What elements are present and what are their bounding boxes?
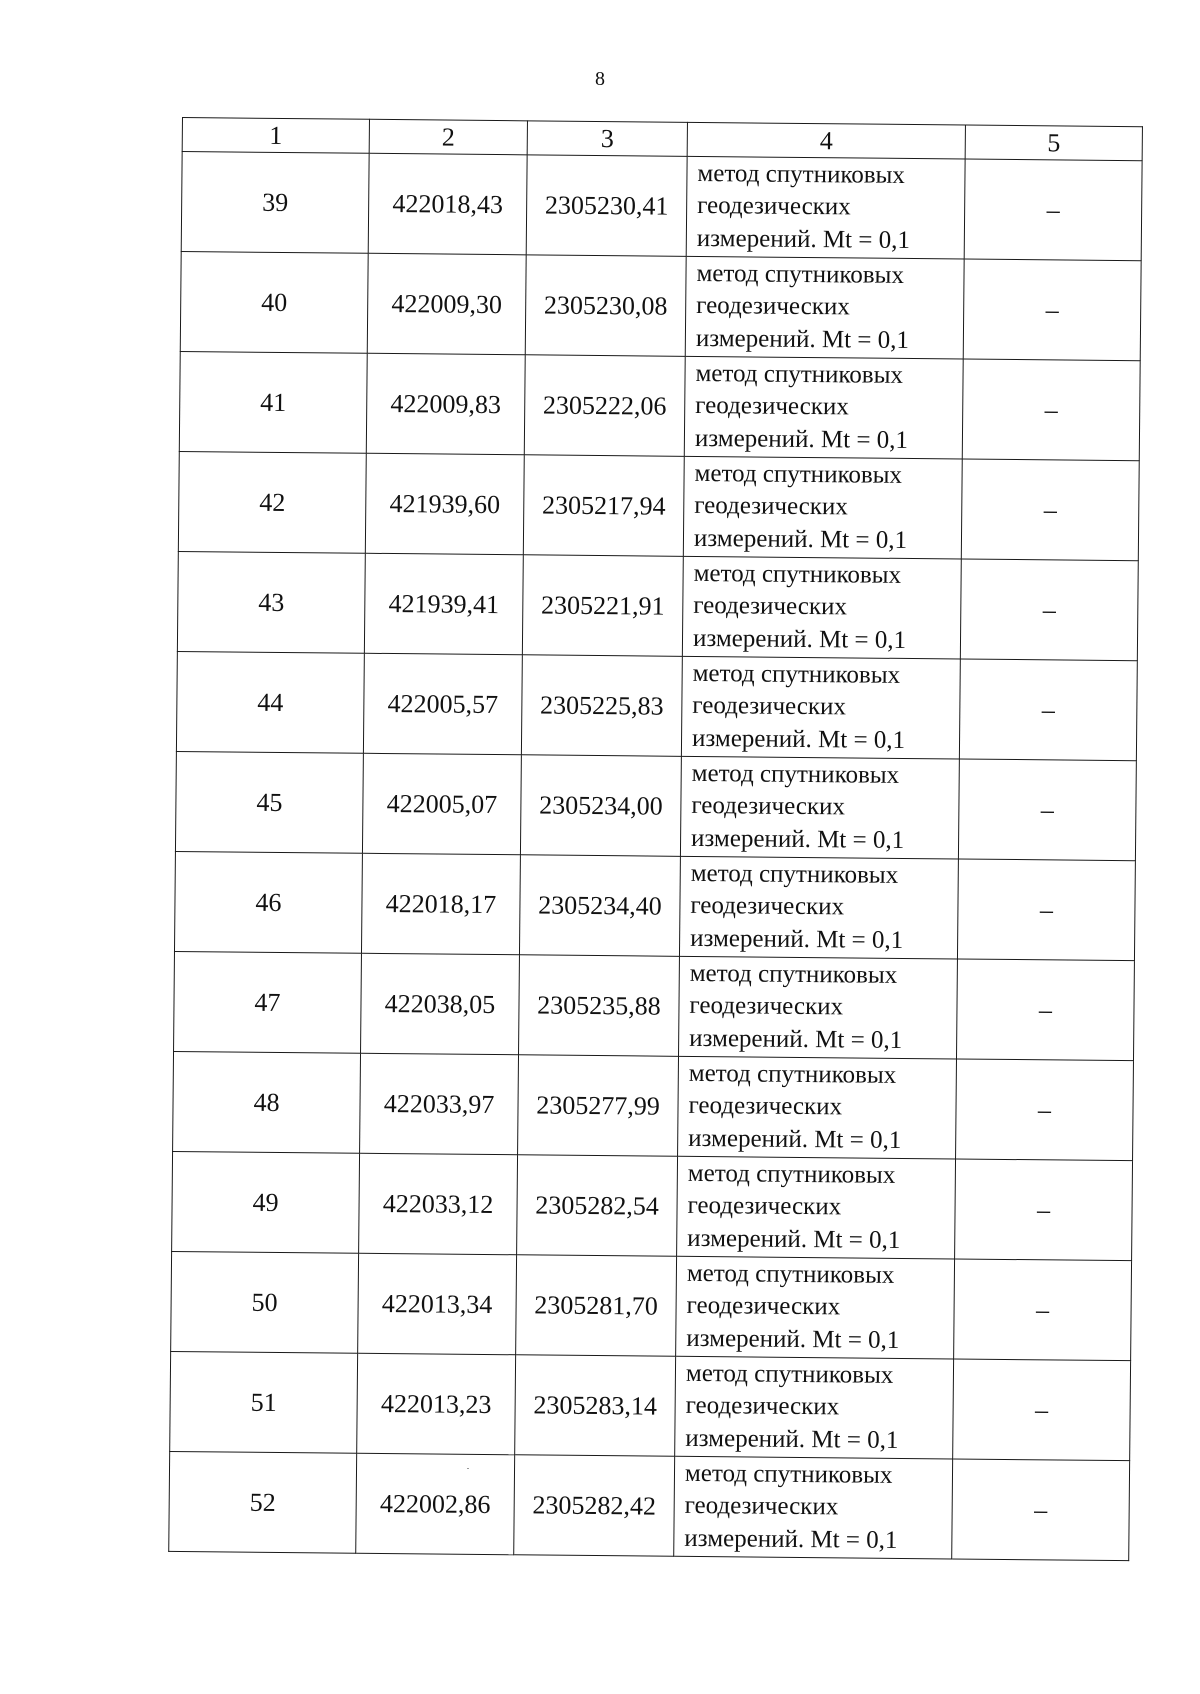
header-col-5: 5 xyxy=(965,125,1142,161)
x-coordinate-cell: 421939,41 xyxy=(364,553,523,655)
table-row xyxy=(174,851,1135,960)
method-line-3: измерений. Mt = 0,1 xyxy=(690,824,905,854)
scan-speck xyxy=(467,1468,469,1469)
method-cell xyxy=(676,1256,955,1359)
method-line-3: измерений. Mt = 0,1 xyxy=(692,624,907,654)
x-coordinate-cell: 422005,07 xyxy=(362,753,521,855)
method-cell xyxy=(678,1056,957,1159)
method-line-1: метод спутниковых xyxy=(686,1259,895,1289)
page-number: 8 xyxy=(595,68,605,90)
method-line-3: измерений. Mt = 0,1 xyxy=(687,1224,901,1254)
method-line-3: измерений. Mt = 0,1 xyxy=(695,324,910,354)
point-number-cell: 42 xyxy=(178,451,366,553)
y-coordinate-cell: 2305234,00 xyxy=(520,755,681,857)
method-line-3: измерений. Mt = 0,1 xyxy=(693,524,908,554)
method-cell xyxy=(685,256,964,359)
method-line-2: геодезических xyxy=(696,292,850,321)
method-line-2: геодезических xyxy=(687,1192,842,1221)
point-number-cell: 48 xyxy=(173,1051,361,1153)
method-line-2: геодезических xyxy=(693,592,848,621)
table-row xyxy=(174,951,1135,1060)
table-row xyxy=(169,1451,1130,1560)
header-col-4: 4 xyxy=(687,122,965,159)
x-coordinate-cell: 422013,23 xyxy=(357,1353,516,1455)
method-cell xyxy=(677,1156,956,1259)
method-line-1: метод спутниковых xyxy=(687,1159,896,1189)
note-cell: – xyxy=(957,859,1135,961)
point-number-cell: 51 xyxy=(170,1351,358,1453)
x-coordinate-cell: 422018,17 xyxy=(361,853,520,955)
method-cell xyxy=(684,356,963,459)
note-cell: – xyxy=(955,1159,1133,1261)
note-cell: – xyxy=(956,959,1134,1061)
method-line-2: геодезических xyxy=(689,992,844,1021)
method-line-3: измерений. Mt = 0,1 xyxy=(691,724,906,754)
x-coordinate-cell: 422038,05 xyxy=(361,953,520,1055)
method-line-2: геодезических xyxy=(685,1392,840,1421)
method-line-3: измерений. Mt = 0,1 xyxy=(688,1124,902,1154)
y-coordinate-cell: 2305281,70 xyxy=(516,1255,677,1357)
method-line-1: метод спутниковых xyxy=(689,959,898,989)
method-line-1: метод спутниковых xyxy=(694,459,903,489)
point-number-cell: 52 xyxy=(169,1451,357,1553)
note-cell: – xyxy=(961,459,1139,561)
x-coordinate-cell: 421939,60 xyxy=(365,453,524,555)
point-number-cell: 50 xyxy=(171,1251,359,1353)
note-cell: – xyxy=(960,559,1138,661)
note-cell: – xyxy=(952,1459,1130,1561)
table-row xyxy=(180,251,1141,360)
point-number-cell: 47 xyxy=(174,951,362,1053)
table-row xyxy=(178,451,1139,560)
y-coordinate-cell: 2305235,88 xyxy=(519,955,680,1057)
method-line-2: геодезических xyxy=(694,492,849,521)
point-number-cell: 49 xyxy=(172,1151,360,1253)
point-number-cell: 43 xyxy=(177,551,365,653)
x-coordinate-cell: 422009,30 xyxy=(367,253,526,355)
table-row xyxy=(175,751,1136,860)
method-line-1: метод спутниковых xyxy=(690,859,899,889)
method-line-1: метод спутниковых xyxy=(685,1359,894,1389)
header-col-3: 3 xyxy=(527,121,687,157)
y-coordinate-cell: 2305225,83 xyxy=(521,655,682,757)
coordinates-table xyxy=(168,117,1143,1561)
method-cell xyxy=(680,756,959,859)
point-number-cell: 39 xyxy=(181,152,369,254)
note-cell: – xyxy=(962,359,1140,461)
table-body xyxy=(169,152,1142,1561)
method-cell xyxy=(674,1456,953,1559)
method-line-3: измерений. Mt = 0,1 xyxy=(684,1524,898,1554)
method-line-1: метод спутниковых xyxy=(684,1459,893,1489)
method-line-2: геодезических xyxy=(686,1292,841,1321)
method-line-1: метод спутниковых xyxy=(692,659,901,689)
method-line-2: геодезических xyxy=(690,892,845,921)
method-cell xyxy=(679,956,958,1059)
method-cell xyxy=(682,556,961,659)
x-coordinate-cell: 422013,34 xyxy=(358,1253,517,1355)
table-row xyxy=(173,1051,1134,1160)
note-cell: – xyxy=(959,659,1137,761)
method-line-1: метод спутниковых xyxy=(697,159,906,189)
table-row xyxy=(171,1251,1132,1360)
method-line-1: метод спутниковых xyxy=(696,259,905,289)
method-cell xyxy=(681,656,960,759)
point-number-cell: 40 xyxy=(180,251,368,353)
y-coordinate-cell: 2305221,91 xyxy=(522,555,683,657)
method-line-2: геодезических xyxy=(684,1492,839,1521)
method-line-1: метод спутниковых xyxy=(693,559,902,589)
note-cell: – xyxy=(958,759,1136,861)
method-line-1: метод спутниковых xyxy=(688,1059,897,1089)
x-coordinate-cell: 422033,97 xyxy=(360,1053,519,1155)
header-col-1: 1 xyxy=(182,118,369,154)
x-coordinate-cell: 422033,12 xyxy=(359,1153,518,1255)
note-cell: – xyxy=(956,1059,1134,1161)
table-row xyxy=(176,651,1137,760)
table-row xyxy=(177,551,1138,660)
point-number-cell: 44 xyxy=(176,651,364,753)
x-coordinate-cell: 422002,86 xyxy=(356,1453,515,1555)
table-row xyxy=(181,152,1142,261)
method-line-1: метод спутниковых xyxy=(695,359,904,389)
note-cell: – xyxy=(953,1359,1131,1461)
method-line-2: геодезических xyxy=(691,792,846,821)
x-coordinate-cell: 422005,57 xyxy=(363,653,522,755)
y-coordinate-cell: 2305277,99 xyxy=(518,1055,679,1157)
header-col-2: 2 xyxy=(369,119,527,155)
y-coordinate-cell: 2305230,41 xyxy=(526,155,687,257)
x-coordinate-cell: 422009,83 xyxy=(366,353,525,455)
y-coordinate-cell: 2305222,06 xyxy=(524,355,685,457)
method-line-3: измерений. Mt = 0,1 xyxy=(694,424,909,454)
method-line-2: геодезических xyxy=(695,392,849,421)
table-row xyxy=(172,1151,1133,1260)
point-number-cell: 41 xyxy=(179,351,367,453)
note-cell: – xyxy=(964,159,1142,261)
method-line-3: измерений. Mt = 0,1 xyxy=(689,1024,903,1054)
y-coordinate-cell: 2305230,08 xyxy=(525,255,686,357)
y-coordinate-cell: 2305234,40 xyxy=(519,855,680,957)
y-coordinate-cell: 2305283,14 xyxy=(515,1355,676,1457)
method-line-3: измерений. Mt = 0,1 xyxy=(696,224,911,254)
table-row xyxy=(170,1351,1131,1460)
method-cell xyxy=(686,156,965,259)
point-number-cell: 46 xyxy=(174,851,362,953)
y-coordinate-cell: 2305282,42 xyxy=(514,1455,675,1557)
y-coordinate-cell: 2305282,54 xyxy=(517,1155,678,1257)
x-coordinate-cell: 422018,43 xyxy=(368,153,527,255)
method-cell xyxy=(683,456,962,559)
note-cell: – xyxy=(954,1259,1132,1361)
method-cell xyxy=(675,1356,954,1459)
method-line-2: геодезических xyxy=(688,1092,843,1121)
table-row xyxy=(179,351,1140,460)
method-cell xyxy=(679,856,958,959)
method-line-3: измерений. Mt = 0,1 xyxy=(685,1424,899,1454)
method-line-3: измерений. Mt = 0,1 xyxy=(690,924,904,954)
note-cell: – xyxy=(963,259,1141,361)
method-line-1: метод спутниковых xyxy=(691,759,900,789)
point-number-cell: 45 xyxy=(175,751,363,853)
method-line-3: измерений. Mt = 0,1 xyxy=(686,1324,900,1354)
method-line-2: геодезических xyxy=(697,192,851,221)
y-coordinate-cell: 2305217,94 xyxy=(523,455,684,557)
method-line-2: геодезических xyxy=(692,692,847,721)
